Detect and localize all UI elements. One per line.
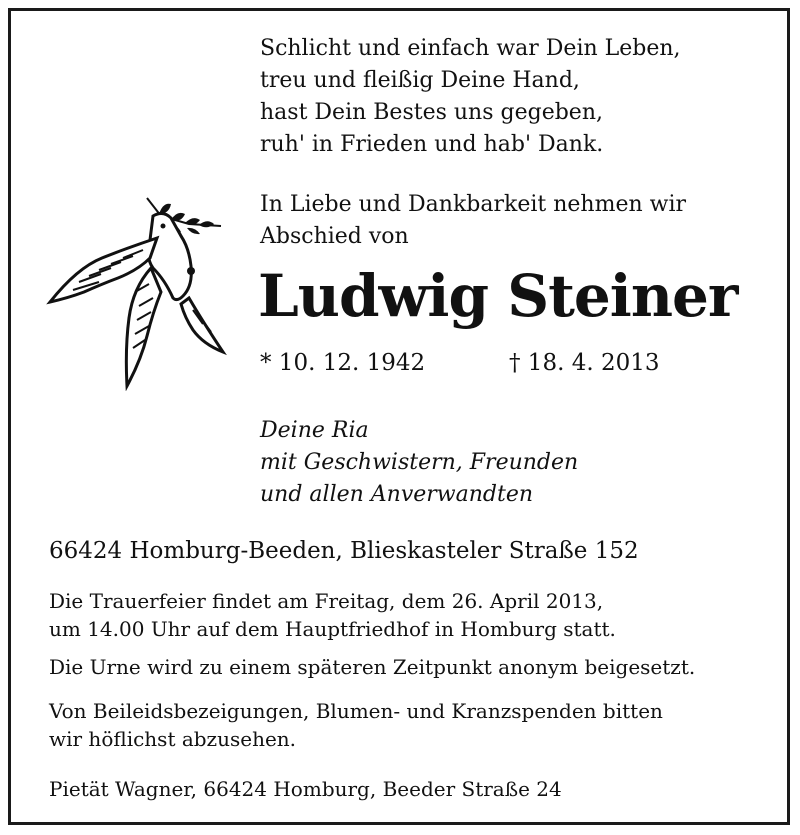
funeral-line: um 14.00 Uhr auf dem Hauptfriedhof in Homburg statt.: [49, 617, 616, 641]
condolence-line: wir höflichst abzusehen.: [49, 727, 297, 751]
condolence-line: Von Beileidsbezeigungen, Blumen- und Kranzspenden bitten: [49, 699, 663, 723]
urn-info: Die Urne wird zu einem späteren Zeitpunkt anonym beigesetzt.: [49, 655, 696, 679]
mourners: [260, 415, 578, 511]
poem-line: hast Dein Bestes uns gegeben,: [260, 100, 603, 125]
mourner-line: Deine Ria: [260, 418, 369, 443]
memorial-poem: [260, 33, 681, 161]
intro-line: Abschied von: [260, 224, 409, 249]
poem-line: Schlicht und einfach war Dein Leben,: [260, 36, 681, 61]
funeral-line: Die Trauerfeier findet am Freitag, dem 26. April 2013,: [49, 589, 604, 613]
poem-line: treu und fleißig Deine Hand,: [260, 68, 580, 93]
mourner-line: mit Geschwistern, Freunden: [260, 450, 579, 475]
obituary-notice: [8, 8, 790, 825]
intro-line: In Liebe und Dankbarkeit nehmen wir: [260, 192, 687, 217]
mourner-line: und allen Anverwandten: [260, 482, 534, 507]
undertaker-info: Pietät Wagner, 66424 Homburg, Beeder Straße 24: [49, 777, 562, 801]
death-date: † 18. 4. 2013: [509, 350, 660, 376]
farewell-intro: [260, 189, 686, 253]
funeral-info: [49, 587, 616, 643]
poem-line: ruh' in Frieden und hab' Dank.: [260, 132, 604, 157]
dove-icon: [39, 186, 229, 391]
deceased-name: Ludwig Steiner: [258, 262, 738, 330]
birth-date: * 10. 12. 1942: [260, 350, 426, 376]
condolence-info: [49, 697, 663, 753]
family-address: 66424 Homburg-Beeden, Blieskasteler Straße 152: [49, 538, 639, 564]
